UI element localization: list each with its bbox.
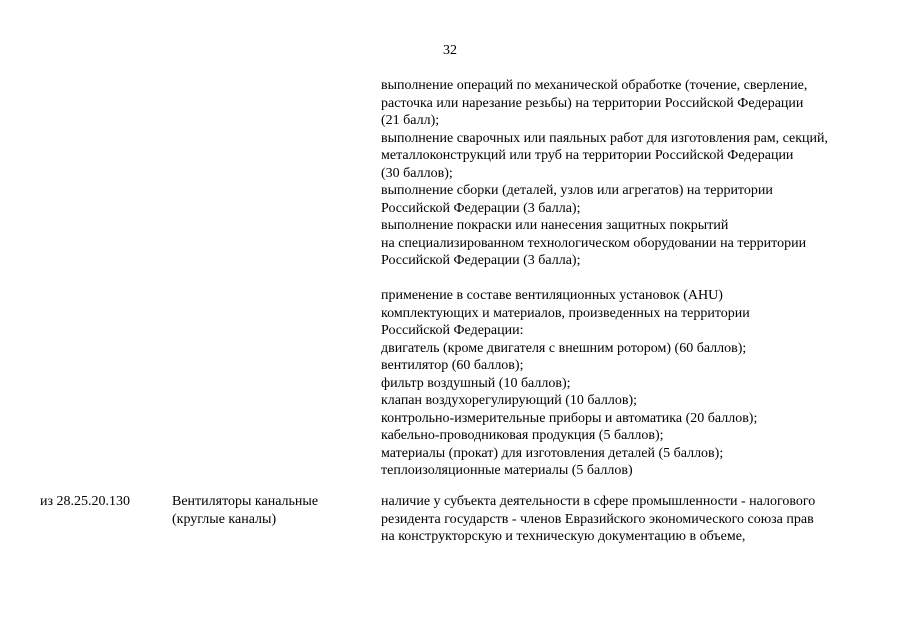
page-number: 32 <box>443 43 457 58</box>
requirement-line: выполнение сборки (деталей, узлов или агрегатов) на территории <box>381 183 773 198</box>
product-requirements <box>381 493 881 546</box>
requirement-line: металлоконструкций или труб на территории Российской Федерации <box>381 148 794 163</box>
requirement-line: Российской Федерации: <box>381 323 524 338</box>
requirement-line: выполнение покраски или нанесения защитных покрытий <box>381 218 729 233</box>
requirement-line: на конструкторскую и техническую документацию в объеме, <box>381 529 746 544</box>
requirement-line: двигатель (кроме двигателя с внешним ротором) (60 баллов); <box>381 340 747 356</box>
requirement-line: (21 балл); <box>381 113 440 128</box>
requirement-line: контрольно-измерительные приборы и автоматика (20 баллов); <box>381 410 758 426</box>
requirement-line: наличие у субъекта деятельности в сфере промышленности - налогового <box>381 494 816 509</box>
requirement-line: (30 баллов); <box>381 165 453 181</box>
requirements-continuation <box>381 77 881 480</box>
requirement-line: применение в составе вентиляционных установок (AHU) <box>381 288 723 303</box>
product-name-line: Вентиляторы канальные <box>172 494 319 509</box>
requirement-line: вентилятор (60 баллов); <box>381 358 524 373</box>
requirement-line: комплектующих и материалов, произведенных на территории <box>381 305 750 321</box>
requirement-line: кабельно-проводниковая продукция (5 баллов); <box>381 428 664 443</box>
requirement-line: теплоизоляционные материалы (5 баллов) <box>381 463 633 478</box>
requirement-line: выполнение сварочных или паяльных работ для изготовления рам, секций, <box>381 130 829 146</box>
product-name-line: (круглые каналы) <box>172 511 277 527</box>
requirement-line: клапан воздухорегулирующий (10 баллов); <box>381 393 638 408</box>
blank-line <box>381 270 881 288</box>
product-code: из 28.25.20.130 <box>40 494 131 509</box>
requirement-line: на специализированном технологическом оборудовании на территории <box>381 235 807 251</box>
requirement-line: выполнение операций по механической обработке (точение, сверление, <box>381 78 808 93</box>
requirement-line: материалы (прокат) для изготовления деталей (5 баллов); <box>381 445 724 461</box>
product-name <box>172 493 362 528</box>
requirement-line: Российской Федерации (3 балла); <box>381 200 581 216</box>
requirement-line: Российской Федерации (3 балла); <box>381 253 581 268</box>
requirement-line: резидента государств - членов Евразийского экономического союза прав <box>381 511 814 527</box>
requirement-line: фильтр воздушный (10 баллов); <box>381 375 571 391</box>
requirement-line: расточка или нарезание резьбы) на территории Российской Федерации <box>381 95 804 111</box>
